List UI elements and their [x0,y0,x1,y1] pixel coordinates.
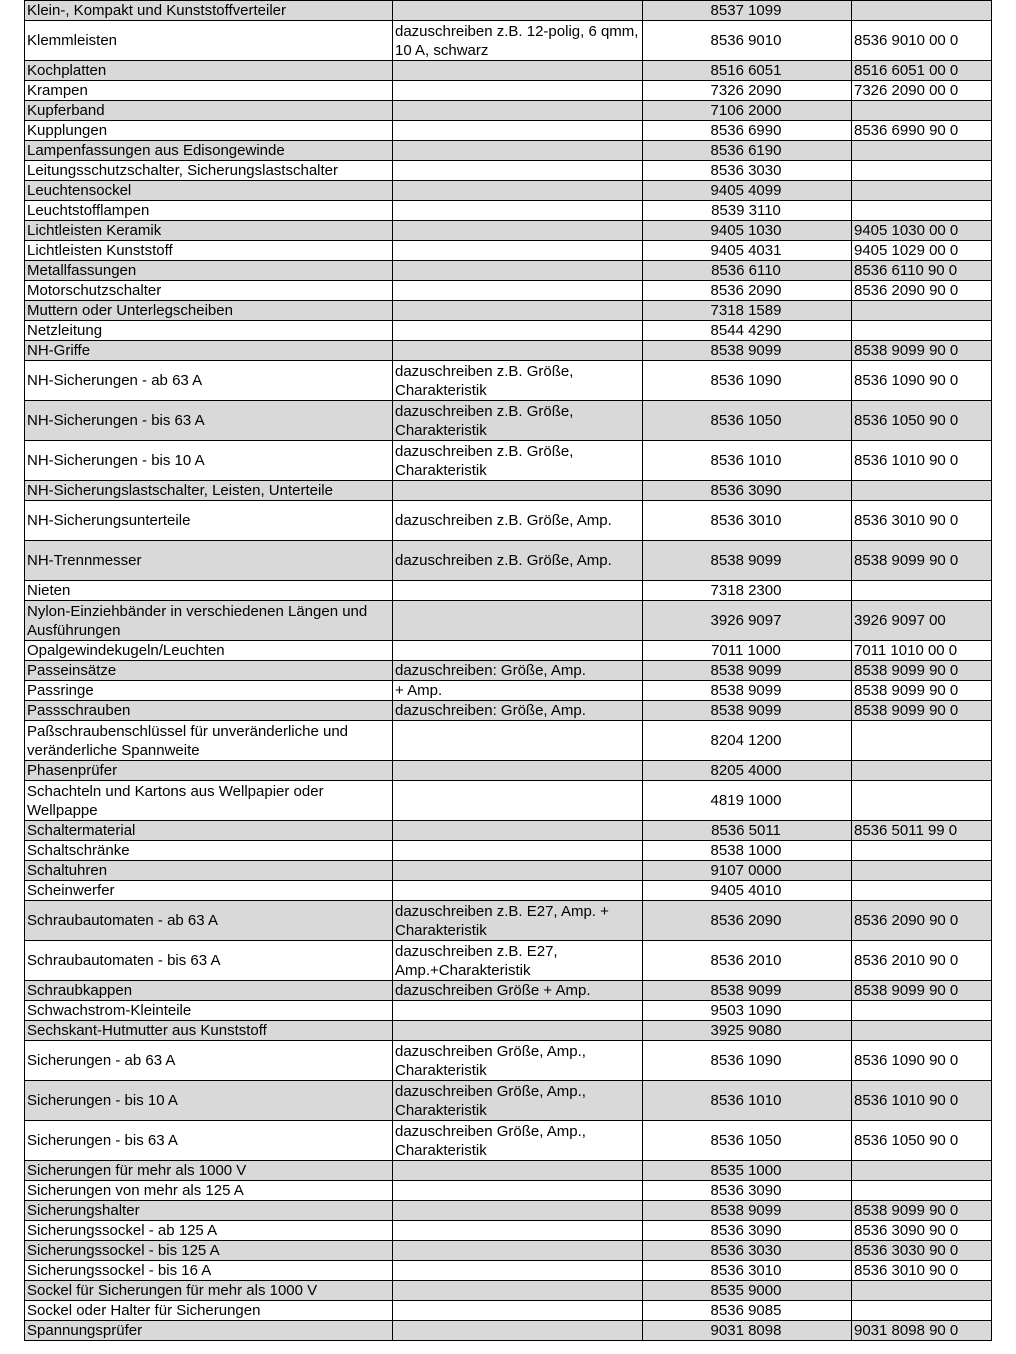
item-name-cell: Klein-, Kompakt und Kunststoffverteiler [25,1,393,21]
full-code-cell: 8536 1010 90 0 [852,1081,992,1121]
table-row [25,1181,992,1201]
tariff-code-cell: 8538 9099 [643,541,852,581]
table-row [25,1021,992,1041]
tariff-code-cell: 8544 4290 [643,321,852,341]
table-row [25,541,992,581]
full-code-cell [852,201,992,221]
tariff-code-cell: 8536 3030 [643,161,852,181]
tariff-code-cell: 3926 9097 [643,601,852,641]
full-code-cell [852,1281,992,1301]
tariff-code-cell: 8535 1000 [643,1161,852,1181]
item-name-cell: Leitungsschutzschalter, Sicherungslastschalter [25,161,393,181]
full-code-cell [852,881,992,901]
tariff-code-cell: 8536 3010 [643,1261,852,1281]
item-name-cell: Sechskant-Hutmutter aus Kunststoff [25,1021,393,1041]
note-cell [393,201,643,221]
tariff-code-cell: 9031 8098 [643,1321,852,1341]
table-row [25,1121,992,1161]
item-name-cell: Nylon-Einziehbänder in verschiedenen Längen und Ausführungen [25,601,393,641]
table-row [25,1241,992,1261]
table-row [25,821,992,841]
table-row [25,441,992,481]
table-row [25,401,992,441]
item-name-cell: Lichtleisten Keramik [25,221,393,241]
table-row [25,601,992,641]
note-cell [393,241,643,261]
note-cell [393,1241,643,1261]
full-code-cell: 7011 1010 00 0 [852,641,992,661]
table-row [25,181,992,201]
tariff-code-cell: 8536 5011 [643,821,852,841]
tariff-code-cell: 8536 3090 [643,481,852,501]
full-code-cell [852,1001,992,1021]
note-cell: dazuschreiben Größe, Amp., Charakteristik [393,1041,643,1081]
tariff-code-cell: 8536 1010 [643,1081,852,1121]
full-code-cell: 8536 1010 90 0 [852,441,992,481]
table-row [25,1301,992,1321]
table-body [25,1,992,1341]
full-code-cell: 8538 9099 90 0 [852,981,992,1001]
item-name-cell: Passschrauben [25,701,393,721]
customs-tariff-table [24,0,992,1341]
item-name-cell: Paßschraubenschlüssel für unveränderliche und veränderliche Spannweite [25,721,393,761]
table-row [25,1261,992,1281]
item-name-cell: Opalgewindekugeln/Leuchten [25,641,393,661]
note-cell [393,601,643,641]
item-name-cell: Schraubautomaten - bis 63 A [25,941,393,981]
full-code-cell: 8516 6051 00 0 [852,61,992,81]
item-name-cell: Sicherungssockel - bis 16 A [25,1261,393,1281]
tariff-code-cell: 8536 9085 [643,1301,852,1321]
table-row [25,501,992,541]
item-name-cell: Phasenprüfer [25,761,393,781]
note-cell [393,221,643,241]
note-cell: + Amp. [393,681,643,701]
full-code-cell [852,481,992,501]
full-code-cell: 8536 1050 90 0 [852,401,992,441]
full-code-cell [852,581,992,601]
note-cell: dazuschreiben z.B. E27, Amp. + Charakteristik [393,901,643,941]
tariff-code-cell: 8204 1200 [643,721,852,761]
item-name-cell: Lampenfassungen aus Edisongewinde [25,141,393,161]
table-row [25,321,992,341]
item-name-cell: Sicherungen von mehr als 125 A [25,1181,393,1201]
note-cell [393,641,643,661]
full-code-cell: 8538 9099 90 0 [852,681,992,701]
note-cell [393,1001,643,1021]
item-name-cell: Sicherungen - bis 63 A [25,1121,393,1161]
full-code-cell: 8536 1050 90 0 [852,1121,992,1161]
table-row [25,721,992,761]
tariff-code-cell: 8538 9099 [643,341,852,361]
tariff-code-cell: 7011 1000 [643,641,852,661]
note-cell: dazuschreiben Größe + Amp. [393,981,643,1001]
item-name-cell: Passeinsätze [25,661,393,681]
tariff-code-cell: 8536 1010 [643,441,852,481]
full-code-cell: 8536 1090 90 0 [852,1041,992,1081]
note-cell [393,821,643,841]
full-code-cell: 8536 6110 90 0 [852,261,992,281]
table-row [25,1161,992,1181]
tariff-code-cell: 8538 9099 [643,1201,852,1221]
tariff-code-cell: 8538 9099 [643,701,852,721]
tariff-code-cell: 8538 9099 [643,661,852,681]
tariff-code-cell: 9405 4099 [643,181,852,201]
item-name-cell: Kupferband [25,101,393,121]
table-row [25,661,992,681]
tariff-code-cell: 8536 3030 [643,1241,852,1261]
table-row [25,261,992,281]
item-name-cell: Nieten [25,581,393,601]
tariff-code-cell: 8536 1050 [643,401,852,441]
full-code-cell: 9405 1030 00 0 [852,221,992,241]
note-cell [393,481,643,501]
full-code-cell: 8538 9099 90 0 [852,701,992,721]
table-row [25,581,992,601]
note-cell: dazuschreiben z.B. Größe, Charakteristik [393,441,643,481]
table-row [25,361,992,401]
table-row [25,881,992,901]
tariff-code-cell: 8538 9099 [643,681,852,701]
item-name-cell: Klemmleisten [25,21,393,61]
tariff-code-cell: 9405 1030 [643,221,852,241]
item-name-cell: Schraubautomaten - ab 63 A [25,901,393,941]
full-code-cell: 7326 2090 00 0 [852,81,992,101]
full-code-cell [852,1161,992,1181]
full-code-cell: 8536 5011 99 0 [852,821,992,841]
note-cell [393,101,643,121]
item-name-cell: Krampen [25,81,393,101]
note-cell [393,761,643,781]
tariff-code-cell: 7106 2000 [643,101,852,121]
table-row [25,301,992,321]
table-row [25,641,992,661]
note-cell [393,181,643,201]
item-name-cell: Netzleitung [25,321,393,341]
table-row [25,1,992,21]
tariff-code-cell: 8536 3090 [643,1221,852,1241]
item-name-cell: Sicherungssockel - ab 125 A [25,1221,393,1241]
note-cell [393,321,643,341]
tariff-code-cell: 8536 2090 [643,281,852,301]
table-row [25,1221,992,1241]
item-name-cell: Sicherungen - ab 63 A [25,1041,393,1081]
item-name-cell: NH-Sicherungen - ab 63 A [25,361,393,401]
tariff-code-cell: 8536 1050 [643,1121,852,1161]
full-code-cell [852,101,992,121]
full-code-cell: 8536 3010 90 0 [852,501,992,541]
item-name-cell: Sicherungen - bis 10 A [25,1081,393,1121]
table-row [25,841,992,861]
full-code-cell [852,841,992,861]
note-cell [393,1201,643,1221]
tariff-code-cell: 8536 3090 [643,1181,852,1201]
item-name-cell: NH-Sicherungsunterteile [25,501,393,541]
note-cell [393,721,643,761]
full-code-cell [852,1,992,21]
note-cell: dazuschreiben z.B. Größe, Amp. [393,501,643,541]
full-code-cell: 8536 3030 90 0 [852,1241,992,1261]
note-cell: dazuschreiben Größe, Amp., Charakteristik [393,1121,643,1161]
tariff-code-cell: 8538 1000 [643,841,852,861]
tariff-code-cell: 9405 4031 [643,241,852,261]
note-cell [393,1261,643,1281]
table-row [25,341,992,361]
table-row [25,701,992,721]
tariff-code-cell: 8536 9010 [643,21,852,61]
table-row [25,101,992,121]
table-row [25,161,992,181]
item-name-cell: Sockel für Sicherungen für mehr als 1000 V [25,1281,393,1301]
full-code-cell: 9031 8098 90 0 [852,1321,992,1341]
table-row [25,121,992,141]
table-row [25,941,992,981]
table-row [25,781,992,821]
table-row [25,1041,992,1081]
full-code-cell [852,161,992,181]
note-cell [393,281,643,301]
item-name-cell: NH-Griffe [25,341,393,361]
full-code-cell [852,1181,992,1201]
tariff-code-cell: 7318 1589 [643,301,852,321]
item-name-cell: NH-Sicherungen - bis 10 A [25,441,393,481]
item-name-cell: Schaltuhren [25,861,393,881]
tariff-code-cell: 4819 1000 [643,781,852,821]
note-cell: dazuschreiben z.B. 12-polig, 6 qmm, 10 A, schwarz [393,21,643,61]
full-code-cell [852,321,992,341]
note-cell [393,1321,643,1341]
tariff-code-cell: 9107 0000 [643,861,852,881]
item-name-cell: Schaltermaterial [25,821,393,841]
table-row [25,1201,992,1221]
item-name-cell: Sicherungshalter [25,1201,393,1221]
tariff-code-cell: 8536 3010 [643,501,852,541]
item-name-cell: Leuchtensockel [25,181,393,201]
full-code-cell: 8536 2090 90 0 [852,281,992,301]
table-row [25,681,992,701]
note-cell: dazuschreiben: Größe, Amp. [393,701,643,721]
note-cell: dazuschreiben z.B. E27, Amp.+Charakteristik [393,941,643,981]
note-cell [393,581,643,601]
item-name-cell: Schraubkappen [25,981,393,1001]
full-code-cell [852,861,992,881]
full-code-cell: 8536 2010 90 0 [852,941,992,981]
table-row [25,1321,992,1341]
tariff-code-cell: 8536 6190 [643,141,852,161]
item-name-cell: Kupplungen [25,121,393,141]
tariff-code-cell: 8536 1090 [643,361,852,401]
item-name-cell: Schaltschränke [25,841,393,861]
tariff-code-cell: 8535 9000 [643,1281,852,1301]
item-name-cell: Lichtleisten Kunststoff [25,241,393,261]
full-code-cell [852,781,992,821]
full-code-cell: 8536 6990 90 0 [852,121,992,141]
tariff-code-cell: 9503 1090 [643,1001,852,1021]
item-name-cell: Muttern oder Unterlegscheiben [25,301,393,321]
note-cell: dazuschreiben Größe, Amp., Charakteristik [393,1081,643,1121]
table-row [25,141,992,161]
item-name-cell: Sicherungen für mehr als 1000 V [25,1161,393,1181]
item-name-cell: NH-Sicherungen - bis 63 A [25,401,393,441]
full-code-cell: 3926 9097 00 [852,601,992,641]
table-row [25,81,992,101]
item-name-cell: Kochplatten [25,61,393,81]
full-code-cell: 8538 9099 90 0 [852,341,992,361]
table-row [25,21,992,61]
table-row [25,1081,992,1121]
table-row [25,981,992,1001]
tariff-code-cell: 8516 6051 [643,61,852,81]
tariff-code-cell: 8536 2090 [643,901,852,941]
table-row [25,901,992,941]
note-cell [393,81,643,101]
item-name-cell: Passringe [25,681,393,701]
note-cell [393,141,643,161]
table-row [25,861,992,881]
full-code-cell: 8536 1090 90 0 [852,361,992,401]
item-name-cell: Schwachstrom-Kleinteile [25,1001,393,1021]
tariff-code-cell: 8536 1090 [643,1041,852,1081]
table-row [25,201,992,221]
note-cell: dazuschreiben z.B. Größe, Charakteristik [393,361,643,401]
full-code-cell: 8538 9099 90 0 [852,1201,992,1221]
tariff-code-cell: 8536 6990 [643,121,852,141]
full-code-cell: 8538 9099 90 0 [852,661,992,681]
note-cell [393,1181,643,1201]
note-cell [393,301,643,321]
full-code-cell [852,301,992,321]
note-cell [393,881,643,901]
tariff-code-cell: 9405 4010 [643,881,852,901]
item-name-cell: Sicherungssockel - bis 125 A [25,1241,393,1261]
full-code-cell: 9405 1029 00 0 [852,241,992,261]
tariff-code-cell: 8539 3110 [643,201,852,221]
table-row [25,241,992,261]
note-cell: dazuschreiben: Größe, Amp. [393,661,643,681]
note-cell [393,1161,643,1181]
tariff-code-cell: 8536 6110 [643,261,852,281]
item-name-cell: NH-Trennmesser [25,541,393,581]
full-code-cell [852,1021,992,1041]
item-name-cell: Sockel oder Halter für Sicherungen [25,1301,393,1321]
note-cell [393,341,643,361]
item-name-cell: Spannungsprüfer [25,1321,393,1341]
tariff-code-cell: 7326 2090 [643,81,852,101]
note-cell [393,861,643,881]
table-row [25,481,992,501]
tariff-code-cell: 3925 9080 [643,1021,852,1041]
tariff-code-cell: 8537 1099 [643,1,852,21]
full-code-cell: 8536 2090 90 0 [852,901,992,941]
note-cell [393,781,643,821]
note-cell: dazuschreiben z.B. Größe, Amp. [393,541,643,581]
table-row [25,1281,992,1301]
full-code-cell: 8536 3090 90 0 [852,1221,992,1241]
table-row [25,281,992,301]
full-code-cell: 8536 3010 90 0 [852,1261,992,1281]
note-cell [393,1221,643,1241]
tariff-code-cell: 8538 9099 [643,981,852,1001]
full-code-cell: 8536 9010 00 0 [852,21,992,61]
full-code-cell [852,181,992,201]
note-cell [393,841,643,861]
note-cell [393,1301,643,1321]
note-cell [393,1281,643,1301]
full-code-cell [852,141,992,161]
table-row [25,221,992,241]
item-name-cell: Leuchtstofflampen [25,201,393,221]
note-cell [393,161,643,181]
note-cell [393,1,643,21]
item-name-cell: Scheinwerfer [25,881,393,901]
full-code-cell [852,721,992,761]
note-cell [393,121,643,141]
table-row [25,1001,992,1021]
note-cell [393,61,643,81]
tariff-code-cell: 7318 2300 [643,581,852,601]
note-cell [393,261,643,281]
note-cell [393,1021,643,1041]
full-code-cell: 8538 9099 90 0 [852,541,992,581]
tariff-code-cell: 8205 4000 [643,761,852,781]
full-code-cell [852,761,992,781]
tariff-code-cell: 8536 2010 [643,941,852,981]
full-code-cell [852,1301,992,1321]
table-row [25,761,992,781]
item-name-cell: NH-Sicherungslastschalter, Leisten, Unterteile [25,481,393,501]
table-row [25,61,992,81]
note-cell: dazuschreiben z.B. Größe, Charakteristik [393,401,643,441]
item-name-cell: Schachteln und Kartons aus Wellpapier oder Wellpappe [25,781,393,821]
item-name-cell: Motorschutzschalter [25,281,393,301]
item-name-cell: Metallfassungen [25,261,393,281]
